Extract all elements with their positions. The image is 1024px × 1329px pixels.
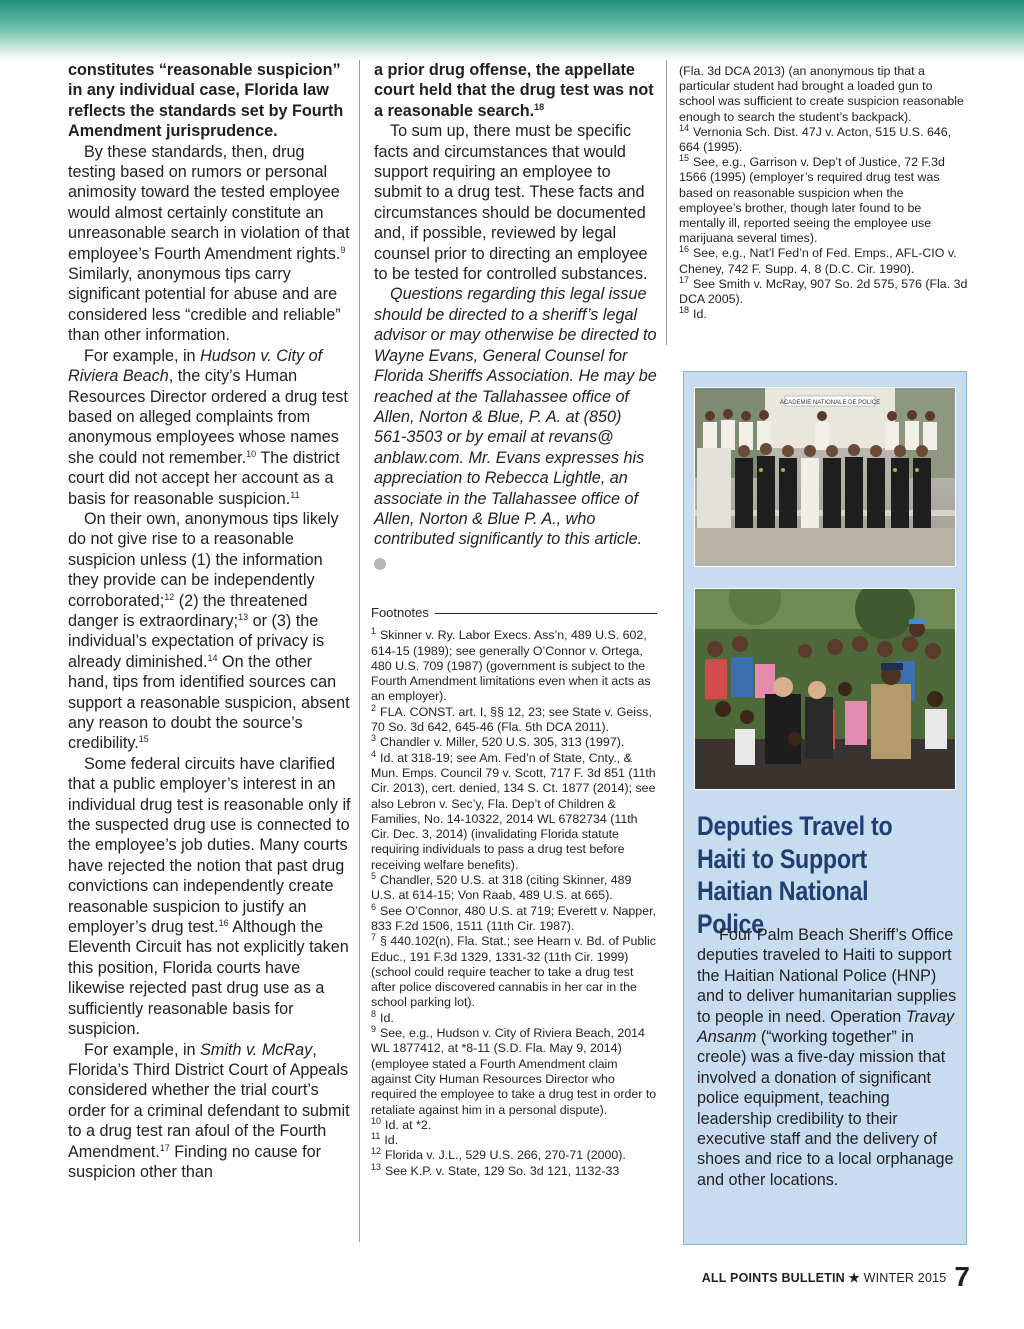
footnote-text: FLA. CONST. art. I, §§ 12, 23; see State v. Geiss, 70 So. 3d 642, 645-46 (Fla. 5th DCA 2011).: [371, 704, 652, 735]
footnotes-heading: Footnotes: [371, 605, 657, 620]
paragraph: a prior drug offense, the appellate court held that the drug test was not a reasonable search.$^{18}$: [374, 61, 654, 120]
footnote-item: [371, 934, 657, 1010]
footnote-item: [679, 307, 969, 322]
footnote-text: Skinner v. Ry. Labor Execs. Ass’n, 489 U.S. 602, 614-15 (1989); see generally O’Connor v. Ortega, 480 U.S. 709 (1987) (government is subject to the Fourth Amendment limitations even when it acts as an employer).: [371, 628, 651, 704]
footnote-number: 7: [371, 932, 377, 943]
footnote-item: [371, 1115, 657, 1133]
paragraph: Some federal circuits have clarified that a public employer’s interest in an individual drug test is reasonable only if the suspected drug use is connected to the employee’s job duties. Many courts have rejected the notion that past drug convictions can independently create reasonable suspicion to justify an employer’s drug test.$^{16}$ Although the Eleventh Circuit has not explicitly taken this position, Florida courts have likewise rejected past drug use as a sufficiently reasonable basis for suspicion.: [68, 754, 351, 1039]
footnote-item: [371, 1133, 657, 1148]
footnote-item: [679, 274, 969, 307]
footnote-text: Chandler, 520 U.S. at 318 (citing Skinner, 489 U.S. at 614-15; Von Raab, 489 U.S. at 665).: [371, 873, 632, 903]
footnote-number: 4: [371, 748, 377, 759]
building-sign-text: ACADEMIE NATIONALE DE POLICE: [779, 400, 881, 406]
footnote-number: 10: [371, 1115, 382, 1126]
footnote-item: [371, 901, 657, 935]
group-photo: [694, 387, 956, 567]
orphanage-photo-graphic: [695, 589, 955, 789]
paragraph: Four Palm Beach Sheriff’s Office deputies traveled to Haiti to support the Haitian National Police (HNP) and to deliver humanitarian supplies to people in need. Operation Travay Ansanm (“working together” in creole) was a five-day mission that involved a donation of significant police equipment, teaching leadership credibility to their executive staff and the delivery of shoes and rice to a local orphanage and other locations.: [697, 926, 957, 1189]
author-note: Questions regarding this legal issue should be directed to a sheriff’s legal advisor or may otherwise be directed to Wayne Evans, General Counsel for Florida Sheriffs Association. He may be reached at the Tallahassee office of Allen, Norton & Blue, P. A. at (850) 561-3503 or by email at revans@ anblaw.com. Mr. Evans expresses his appreciation to Rebecca Lightle, an associate in the Tallahassee office of Allen, Norton & Blue P. A., who contributed significantly to this article. ✪: [374, 285, 657, 569]
footnote-text: See K.P. v. State, 129 So. 3d 121, 1132-33: [385, 1163, 620, 1178]
footnote-number: 18: [679, 305, 690, 316]
article-column-1: [68, 60, 352, 1182]
footnote-text: Id. at 318-19; see Am. Fed’n of State, Cnty., & Mun. Emps. Council 79 v. Scott, 717 F. 3d 851 (11th Cir. 2013), cert. denied, 134 S. Ct. 1877 (2014); see also Lebron v. Sec’y, Fla. Dep’t of Children & Families, No. 14-10322, 2014 WL 6782734 (11th Cir. Dec. 3, 2014) (invalidating Florida statute requiring individuals to pass a drug test before receiving welfare benefits).: [371, 750, 656, 872]
footer-publication: ALL POINTS BULLETIN ★ WINTER 2015: [701, 1270, 947, 1285]
star-icon: ★: [848, 1270, 860, 1285]
footnote-number: 6: [371, 901, 377, 912]
footnote-text: Chandler v. Miller, 520 U.S. 305, 313 (1997).: [380, 735, 625, 750]
footnote-text: See, e.g., Nat’l Fed’n of Fed. Emps., AFL-CIO v. Cheney, 742 F. Supp. 4, 8 (D.C. Cir. 1990).: [679, 246, 957, 276]
paragraph: For example, in Smith v. McRay, Florida’s Third District Court of Appeals considered whether the trial court’s order for a criminal defendant to submit to a drug test ran afoul of the Fourth Amendment.$^{17}$ Finding no cause for suspicion other than: [68, 1040, 350, 1181]
footnote-number: 12: [371, 1146, 382, 1157]
footnote-item: [371, 873, 657, 904]
end-mark-icon: ✪: [374, 558, 386, 570]
sidebar-title: Deputies Travel to Haiti to Support Haitian National Police: [697, 811, 893, 939]
footnote-list: [371, 628, 657, 1179]
footnote-text: Vernonia Sch. Dist. 47J v. Acton, 515 U.S. 646, 664 (1995).: [679, 124, 952, 155]
footnote-number: 1: [371, 626, 377, 637]
footnote-item: [371, 1161, 657, 1179]
footnote-item: [371, 1026, 657, 1118]
sidebar-body: [697, 925, 959, 1190]
footnote-item: [371, 1148, 657, 1163]
paragraph: By these standards, then, drug testing based on rumors or personal animosity toward the tested employee would almost certainly constitute an unreasonable search in violation of that employee’s Fourth Amendment rights.$^9$ Similarly, anonymous tips carry significant potential for abuse and are considered less “credible and reliable” than other information.: [68, 142, 350, 345]
footnote-number: 8: [371, 1008, 377, 1019]
group-photo-graphic: [695, 388, 955, 566]
footnote-text: Id.: [380, 1010, 394, 1025]
footnote-item: [371, 628, 657, 704]
orphanage-photo: [694, 588, 956, 790]
footnote-item: [679, 246, 969, 276]
footnotes: [371, 605, 657, 1179]
column-divider: [666, 60, 667, 345]
footnote-text: § 440.102(n), Fla. Stat.; see Hearn v. Bd. of Public Educ., 191 F.3d 1329, 1331-32 (11th Cir. 1999) (school could require teacher to take a drug test after police discovered cannabis in her car in the school parking lot).: [371, 934, 656, 1010]
footnote-text: See Smith v. McRay, 907 So. 2d 575, 576 (Fla. 3d DCA 2005).: [679, 276, 968, 307]
footnote-item: [371, 735, 657, 750]
page-footer: [700, 1262, 970, 1292]
footnote-list: [679, 122, 969, 323]
footnote-number: 16: [679, 244, 690, 255]
footnote-number: 3: [371, 733, 377, 744]
paragraph: To sum up, there must be specific facts and circumstances that would support requiring an employee to submit to a drug test. These facts and circumstances should be documented and, if possible, reviewed by legal counsel prior to directing an employee to be tested for controlled substances.: [374, 122, 648, 284]
footnote-text: Id. at *2.: [385, 1117, 432, 1132]
footnote-text: Id.: [384, 1133, 399, 1148]
footnote-number: 5: [371, 871, 377, 882]
footnote-item: [371, 702, 657, 736]
footnote-text: See, e.g., Hudson v. City of Riviera Beach, 2014 WL 1877412, at *8-11 (S.D. Fla. May 9, 2014) (employee stated a Fourth Amendment claim against City Human Resources Director who required the employee to take a drug test in order to retaliate against him in a personal dispute).: [371, 1026, 657, 1117]
paragraph: On their own, anonymous tips likely do not give rise to a reasonable suspicion unless (1) the information they provide can be independently corroborated;$^{12}$ (2) the threatened danger is extraordinary;$^{13}$ or (3) the individual’s expectation of privacy is already diminished.$^{14}$ On the other hand, tips from identified sources can support a reasonable suspicion, absent any reason to doubt the source’s credibility.$^{15}$: [68, 509, 350, 753]
page-number: 7: [954, 1261, 970, 1292]
footnote-text: See, e.g., Garrison v. Dep’t of Justice, 72 F.3d 1566 (1995) (employer’s required drug test was based on reasonable suspicion when the employee’s brother, though later found to be mentally ill, reported seeing the employee use marijuana several times).: [679, 155, 945, 246]
footnote-text: See O’Connor, 480 U.S. at 719; Everett v. Napper, 833 F.2d 1506, 1511 (11th Cir. 1987).: [371, 903, 656, 933]
column-divider: [359, 60, 360, 1242]
footnote-number: 14: [679, 122, 690, 133]
paragraph: constitutes “reasonable suspicion” in any individual case, Florida law reflects the standards set by Fourth Amendment jurisprudence.: [68, 61, 344, 141]
footnote-text: Florida v. J.L., 529 U.S. 266, 270-71 (2000).: [385, 1148, 626, 1163]
footnote-number: 2: [371, 702, 377, 713]
footnote-text: Id.: [693, 307, 707, 322]
footnote-number: 11: [371, 1131, 381, 1142]
footnote-item: [679, 122, 969, 155]
footnote-continuation: (Fla. 3d DCA 2013) (an anonymous tip that a particular student had brought a loaded gun to school was sufficient to create suspicion reasonable enough to search the student’s backpack).: [679, 64, 964, 124]
footnote-item: [371, 748, 657, 873]
top-color-band: [0, 0, 1024, 62]
footnote-item: [679, 155, 969, 246]
footnote-item: [371, 1008, 657, 1026]
article-column-2: [374, 60, 658, 570]
footnote-number: 15: [679, 153, 690, 164]
paragraph: For example, in Hudson v. City of Riviera Beach, the city’s Human Resources Director ordered a drug test based on alleged complaints from anonymous employees whose names she could not remember.$^{10}$ The district court did not accept her account as a basis for reasonable suspicion.$^{11}$: [68, 346, 348, 508]
footnote-number: 9: [371, 1024, 377, 1035]
footnotes-continued: [679, 64, 969, 322]
footnote-number: 13: [371, 1161, 382, 1172]
footnote-number: 17: [679, 274, 690, 285]
